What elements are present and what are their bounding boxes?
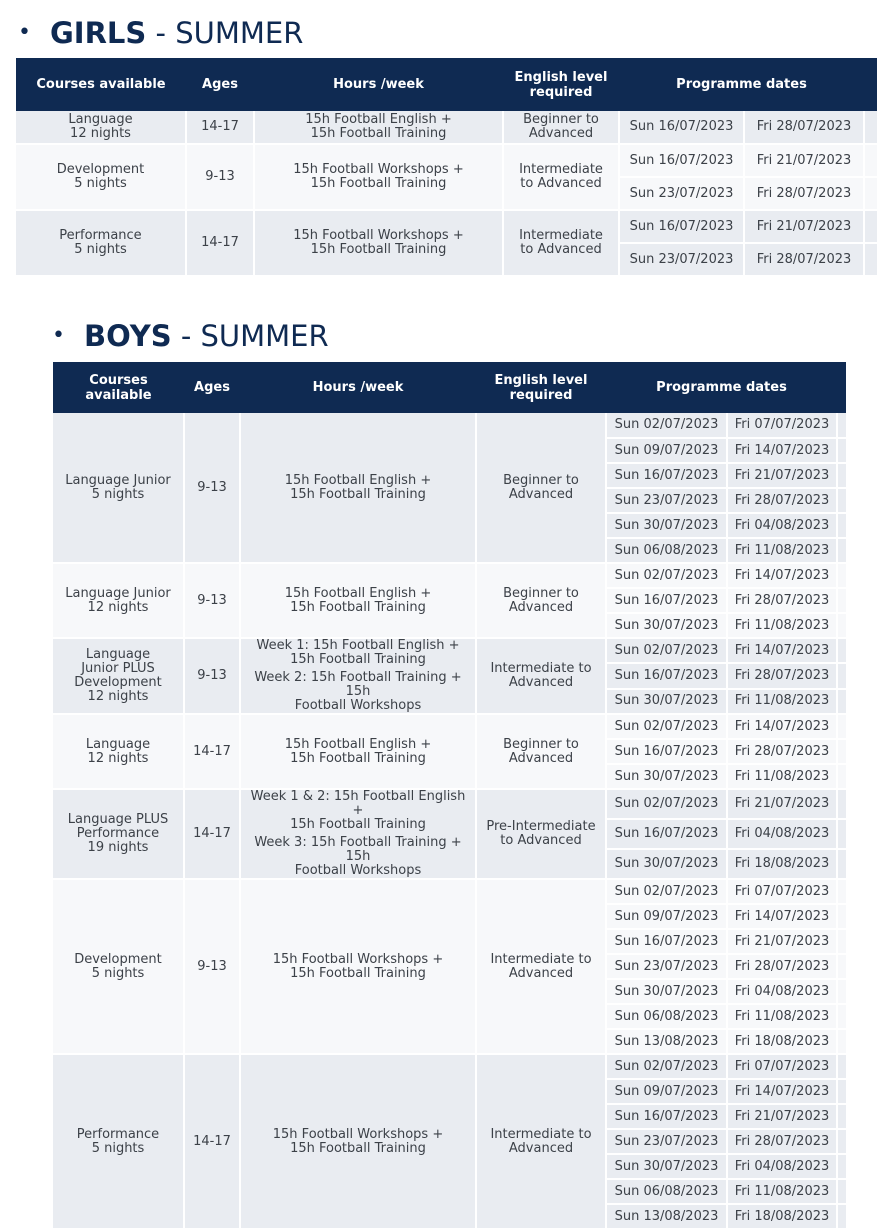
table-row (53, 879, 846, 904)
start-date-cell: Sun 23/07/2023 (606, 954, 727, 979)
row-edge-cell (837, 438, 846, 463)
row-edge-cell (837, 1029, 846, 1054)
row-edge-cell (837, 1204, 846, 1229)
hours-week-text: 15h Football Workshops + 15h Football Training (272, 1126, 444, 1156)
boys-table-body (53, 413, 846, 1229)
table-row (16, 210, 877, 243)
end-date-cell: Fri 11/08/2023 (727, 689, 837, 714)
table-row (53, 413, 846, 438)
end-date-cell: Fri 11/08/2023 (727, 613, 837, 638)
table-row (16, 144, 877, 177)
start-date-cell: Sun 30/07/2023 (606, 764, 727, 789)
header-edge (837, 362, 846, 413)
start-date-cell: Sun 13/08/2023 (606, 1204, 727, 1229)
hours-week-text: 15h Football Workshops + 15h Football Training (272, 951, 444, 981)
row-edge-cell (837, 463, 846, 488)
course-name-cell: Language Junior 5 nights (53, 413, 184, 563)
row-edge-cell (837, 638, 846, 663)
start-date-cell: Sun 16/07/2023 (619, 144, 744, 177)
hours-cell (254, 111, 503, 144)
start-date-cell: Sun 23/07/2023 (619, 243, 744, 276)
end-date-cell: Fri 04/08/2023 (727, 1154, 837, 1179)
bullet-icon: • (52, 323, 65, 348)
row-edge-cell (837, 1054, 846, 1079)
row-edge-cell (837, 979, 846, 1004)
end-date-cell: Fri 14/07/2023 (727, 438, 837, 463)
english-level-cell: Beginner to Advanced (503, 111, 619, 144)
start-date-cell: Sun 16/07/2023 (606, 819, 727, 849)
bullet-icon: • (18, 20, 31, 45)
course-name-cell: Language PLUS Performance 19 nights (53, 789, 184, 879)
start-date-cell: Sun 30/07/2023 (606, 849, 727, 879)
row-edge-cell (864, 177, 877, 210)
english-level-cell: Beginner to Advanced (476, 563, 606, 638)
boys-course-table (53, 362, 846, 1230)
end-date-cell: Fri 14/07/2023 (727, 714, 837, 739)
ages-cell: 14-17 (184, 714, 240, 789)
header-programme-dates: Programme dates (606, 362, 837, 413)
table-row (53, 563, 846, 588)
start-date-cell: Sun 09/07/2023 (606, 904, 727, 929)
start-date-cell: Sun 02/07/2023 (606, 879, 727, 904)
girls-table-body (16, 111, 877, 276)
start-date-cell: Sun 16/07/2023 (606, 739, 727, 764)
start-date-cell: Sun 06/08/2023 (606, 1004, 727, 1029)
row-edge-cell (837, 513, 846, 538)
end-date-cell: Fri 18/08/2023 (727, 1029, 837, 1054)
table-row (53, 638, 846, 663)
end-date-cell: Fri 28/07/2023 (744, 243, 864, 276)
start-date-cell: Sun 16/07/2023 (606, 663, 727, 688)
end-date-cell: Fri 11/08/2023 (727, 538, 837, 563)
row-edge-cell (837, 563, 846, 588)
row-edge-cell (837, 488, 846, 513)
row-edge-cell (837, 1179, 846, 1204)
row-edge-cell (837, 929, 846, 954)
end-date-cell: Fri 11/08/2023 (727, 1004, 837, 1029)
header-courses: Courses available (16, 58, 186, 111)
row-edge-cell (837, 663, 846, 688)
row-edge-cell (837, 904, 846, 929)
row-edge-cell (837, 714, 846, 739)
end-date-cell: Fri 21/07/2023 (744, 210, 864, 243)
boys-title-rest: - SUMMER (171, 319, 329, 353)
course-name-cell: Performance 5 nights (53, 1054, 184, 1229)
girls-title-strong: GIRLS (50, 16, 147, 50)
start-date-cell: Sun 23/07/2023 (619, 177, 744, 210)
end-date-cell: Fri 28/07/2023 (727, 739, 837, 764)
start-date-cell: Sun 02/07/2023 (606, 789, 727, 819)
hours-week-text: 15h Football Workshops + 15h Football Training (293, 228, 464, 257)
row-edge-cell (837, 1154, 846, 1179)
start-date-cell: Sun 16/07/2023 (606, 588, 727, 613)
hours-cell (240, 563, 476, 638)
end-date-cell: Fri 14/07/2023 (727, 638, 837, 663)
hours-week-text: 15h Football English + 15h Football Training (284, 585, 432, 615)
hours-week-text: Week 1 & 2: 15h Football English + 15h Football Training (250, 789, 466, 832)
row-edge-cell (864, 243, 877, 276)
start-date-cell: Sun 02/07/2023 (606, 714, 727, 739)
table-row (16, 111, 877, 144)
header-english-level: English level required (476, 362, 606, 413)
start-date-cell: Sun 02/07/2023 (606, 638, 727, 663)
hours-week-text: 15h Football English + 15h Football Training (305, 112, 452, 141)
table-row (53, 1054, 846, 1079)
end-date-cell: Fri 18/08/2023 (727, 849, 837, 879)
end-date-cell: Fri 21/07/2023 (744, 144, 864, 177)
course-name-cell: Language 12 nights (16, 111, 186, 144)
ages-cell: 14-17 (184, 1054, 240, 1229)
row-edge-cell (837, 954, 846, 979)
start-date-cell: Sun 30/07/2023 (606, 513, 727, 538)
end-date-cell: Fri 21/07/2023 (727, 929, 837, 954)
english-level-cell: Intermediate to Advanced (476, 638, 606, 714)
row-edge-cell (864, 111, 877, 144)
end-date-cell: Fri 14/07/2023 (727, 904, 837, 929)
end-date-cell: Fri 21/07/2023 (727, 1104, 837, 1129)
start-date-cell: Sun 09/07/2023 (606, 438, 727, 463)
hours-week-text: 15h Football English + 15h Football Training (284, 472, 432, 502)
header-ages: Ages (186, 58, 254, 111)
end-date-cell: Fri 28/07/2023 (744, 111, 864, 144)
row-edge-cell (837, 538, 846, 563)
hours-cell (254, 210, 503, 276)
ages-cell: 14-17 (186, 210, 254, 276)
row-edge-cell (837, 879, 846, 904)
end-date-cell: Fri 21/07/2023 (727, 463, 837, 488)
row-edge-cell (837, 613, 846, 638)
start-date-cell: Sun 30/07/2023 (606, 613, 727, 638)
ages-cell: 9-13 (186, 144, 254, 210)
ages-cell: 9-13 (184, 879, 240, 1054)
english-level-cell: Intermediate to Advanced (503, 210, 619, 276)
end-date-cell: Fri 28/07/2023 (727, 954, 837, 979)
hours-cell (240, 879, 476, 1054)
row-edge-cell (837, 764, 846, 789)
row-edge-cell (837, 1129, 846, 1154)
hours-week-text: Week 3: 15h Football Training + 15h Football Workshops (254, 835, 462, 878)
english-level-cell: Pre-Intermediate to Advanced (476, 789, 606, 879)
girls-title-rest: - SUMMER (146, 16, 304, 50)
english-level-cell: Beginner to Advanced (476, 714, 606, 789)
end-date-cell: Fri 28/07/2023 (727, 663, 837, 688)
boys-section-title (52, 318, 329, 354)
course-name-cell: Language Junior 12 nights (53, 563, 184, 638)
hours-week-text: Week 1: 15h Football English + 15h Football Training (256, 638, 460, 667)
header-hours: Hours /week (254, 58, 503, 111)
end-date-cell: Fri 28/07/2023 (727, 1129, 837, 1154)
start-date-cell: Sun 16/07/2023 (619, 210, 744, 243)
table-header-row (53, 362, 846, 413)
ages-cell: 9-13 (184, 638, 240, 714)
start-date-cell: Sun 02/07/2023 (606, 563, 727, 588)
end-date-cell: Fri 07/07/2023 (727, 879, 837, 904)
girls-course-table (16, 58, 877, 277)
start-date-cell: Sun 02/07/2023 (606, 413, 727, 438)
row-edge-cell (837, 588, 846, 613)
hours-cell (254, 144, 503, 210)
start-date-cell: Sun 06/08/2023 (606, 538, 727, 563)
end-date-cell: Fri 11/08/2023 (727, 764, 837, 789)
boys-title-strong: BOYS (84, 319, 172, 353)
end-date-cell: Fri 14/07/2023 (727, 1079, 837, 1104)
ages-cell: 14-17 (184, 789, 240, 879)
girls-section-title (18, 15, 303, 51)
start-date-cell: Sun 06/08/2023 (606, 1179, 727, 1204)
table-row (53, 714, 846, 739)
table-row (53, 789, 846, 819)
start-date-cell: Sun 30/07/2023 (606, 1154, 727, 1179)
start-date-cell: Sun 16/07/2023 (619, 111, 744, 144)
row-edge-cell (837, 849, 846, 879)
row-edge-cell (837, 789, 846, 819)
hours-cell (240, 789, 476, 879)
end-date-cell: Fri 21/07/2023 (727, 789, 837, 819)
row-edge-cell (837, 739, 846, 764)
row-edge-cell (864, 210, 877, 243)
hours-cell (240, 1054, 476, 1229)
start-date-cell: Sun 13/08/2023 (606, 1029, 727, 1054)
row-edge-cell (864, 144, 877, 177)
row-edge-cell (837, 689, 846, 714)
course-name-cell: Language Junior PLUS Development 12 nights (53, 638, 184, 714)
hours-week-text: 15h Football Workshops + 15h Football Training (293, 162, 464, 191)
start-date-cell: Sun 23/07/2023 (606, 1129, 727, 1154)
english-level-cell: Intermediate to Advanced (476, 1054, 606, 1229)
row-edge-cell (837, 1004, 846, 1029)
table-header-row (16, 58, 877, 111)
start-date-cell: Sun 16/07/2023 (606, 1104, 727, 1129)
end-date-cell: Fri 14/07/2023 (727, 563, 837, 588)
row-edge-cell (837, 1079, 846, 1104)
english-level-cell: Beginner to Advanced (476, 413, 606, 563)
end-date-cell: Fri 28/07/2023 (744, 177, 864, 210)
row-edge-cell (837, 819, 846, 849)
start-date-cell: Sun 02/07/2023 (606, 1054, 727, 1079)
row-edge-cell (837, 413, 846, 438)
end-date-cell: Fri 11/08/2023 (727, 1179, 837, 1204)
end-date-cell: Fri 04/08/2023 (727, 819, 837, 849)
english-level-cell: Intermediate to Advanced (503, 144, 619, 210)
hours-cell (240, 638, 476, 714)
start-date-cell: Sun 16/07/2023 (606, 463, 727, 488)
ages-cell: 9-13 (184, 413, 240, 563)
hours-cell (240, 413, 476, 563)
start-date-cell: Sun 30/07/2023 (606, 689, 727, 714)
header-courses: Courses available (53, 362, 184, 413)
ages-cell: 14-17 (186, 111, 254, 144)
course-name-cell: Development 5 nights (16, 144, 186, 210)
header-english-level: English level required (503, 58, 619, 111)
row-edge-cell (837, 1104, 846, 1129)
end-date-cell: Fri 07/07/2023 (727, 1054, 837, 1079)
end-date-cell: Fri 28/07/2023 (727, 488, 837, 513)
header-ages: Ages (184, 362, 240, 413)
start-date-cell: Sun 30/07/2023 (606, 979, 727, 1004)
ages-cell: 9-13 (184, 563, 240, 638)
end-date-cell: Fri 18/08/2023 (727, 1204, 837, 1229)
end-date-cell: Fri 28/07/2023 (727, 588, 837, 613)
course-name-cell: Performance 5 nights (16, 210, 186, 276)
end-date-cell: Fri 07/07/2023 (727, 413, 837, 438)
end-date-cell: Fri 04/08/2023 (727, 513, 837, 538)
end-date-cell: Fri 04/08/2023 (727, 979, 837, 1004)
hours-week-text: 15h Football English + 15h Football Training (284, 736, 432, 766)
header-programme-dates: Programme dates (619, 58, 864, 111)
header-hours: Hours /week (240, 362, 476, 413)
header-edge (864, 58, 877, 111)
hours-cell (240, 714, 476, 789)
course-name-cell: Development 5 nights (53, 879, 184, 1054)
course-name-cell: Language 12 nights (53, 714, 184, 789)
start-date-cell: Sun 09/07/2023 (606, 1079, 727, 1104)
start-date-cell: Sun 16/07/2023 (606, 929, 727, 954)
hours-week-text: Week 2: 15h Football Training + 15h Football Workshops (254, 670, 462, 713)
start-date-cell: Sun 23/07/2023 (606, 488, 727, 513)
english-level-cell: Intermediate to Advanced (476, 879, 606, 1054)
